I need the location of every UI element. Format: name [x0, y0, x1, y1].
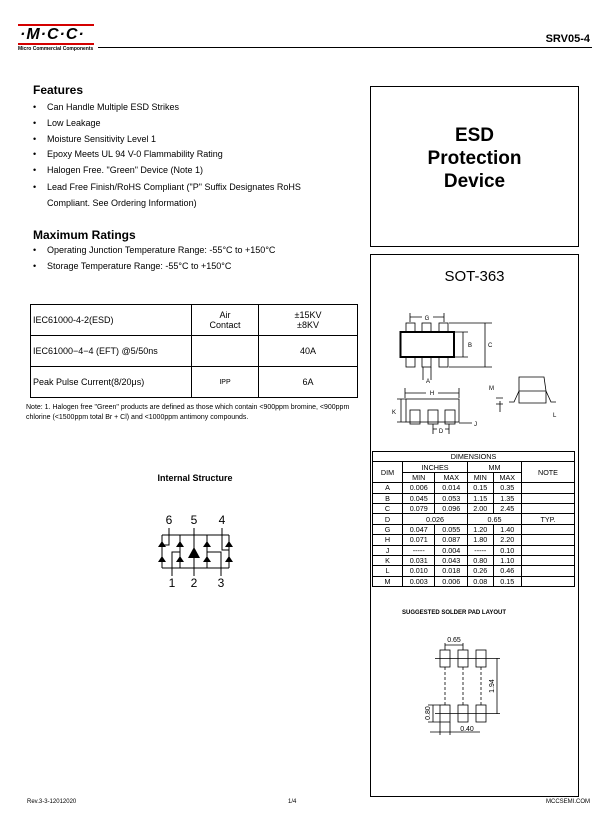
dim-cell: 2.00 [467, 503, 493, 513]
dim-cell: 0.045 [403, 493, 435, 503]
dim-label-g: G [424, 316, 430, 322]
dim-col-min: MIN [403, 472, 435, 482]
rating-parameter: IEC61000−4−4 (EFT) @5/50ns [31, 336, 192, 367]
pad-pitch-label: 0.65 [447, 637, 461, 644]
package-outline-drawing [392, 313, 557, 435]
feature-item: • Epoxy Meets UL 94 V-0 Flammability Rating [33, 147, 343, 163]
product-title-line2: Protection [427, 148, 522, 169]
pin-1: 1 [168, 576, 176, 590]
dim-cell: 0.10 [493, 545, 521, 555]
pin-5: 5 [190, 513, 198, 527]
halogen-note: Note: 1. Halogen free "Green" products are defined as those which contain <900ppm bromine, <900ppm chlorine (<1500ppm total Br + Cl) and <1000ppm antimony compounds. [26, 404, 350, 421]
dim-cell: 1.80 [467, 535, 493, 545]
rating-value: ±15KV ±8KV [259, 305, 358, 336]
max-ratings-heading: Maximum Ratings [33, 228, 136, 242]
dim-cell: ----- [467, 545, 493, 555]
dim-cell: 0.014 [435, 483, 467, 493]
feature-item: • Low Leakage [33, 116, 343, 132]
rating-value: 6A [259, 367, 358, 398]
dim-cell: D [373, 514, 403, 524]
dim-cell: 0.053 [435, 493, 467, 503]
pad-length-label: 0.80 [425, 706, 432, 720]
dim-cell: 0.15 [467, 483, 493, 493]
dim-cell: 0.087 [435, 535, 467, 545]
dim-label-a: A [425, 379, 431, 385]
pin-3: 3 [217, 576, 225, 590]
dim-label-h: H [429, 391, 435, 397]
rating-parameter: IEC61000-4-2(ESD) [31, 305, 192, 336]
dim-cell: 0.006 [403, 483, 435, 493]
dim-cell: 0.079 [403, 503, 435, 513]
dim-cell: L [373, 566, 403, 576]
pin-2: 2 [190, 576, 198, 590]
internal-structure-heading: Internal Structure [157, 473, 233, 483]
rating-condition: IPP [192, 367, 259, 398]
dim-cell: 0.043 [435, 555, 467, 565]
pad-span-label: 1.94 [489, 679, 496, 693]
dim-col-min: MIN [467, 472, 493, 482]
dim-cell: 0.047 [403, 524, 435, 534]
product-title-line1: ESD [454, 125, 495, 146]
dim-cell: A [373, 483, 403, 493]
dim-cell: 0.46 [493, 566, 521, 576]
dim-col-dim: DIM [373, 462, 403, 483]
max-rating-item: • Operating Junction Temperature Range: -55°C to +150°C [33, 243, 353, 259]
dim-col-mm: MM [467, 462, 521, 472]
dim-label-l: L [553, 413, 557, 419]
dim-cell: 1.15 [467, 493, 493, 503]
rating-value: 40A [259, 336, 358, 367]
part-number: SRV05-4 [545, 33, 590, 45]
dim-cell: 1.35 [493, 493, 521, 503]
dim-col-max: MAX [493, 472, 521, 482]
dim-cell: 0.010 [403, 566, 435, 576]
footer-page: 1/4 [288, 799, 297, 805]
dim-label-k: K [392, 410, 397, 416]
features-heading: Features [33, 83, 84, 97]
solder-pad-heading: SUGGESTED SOLDER PAD LAYOUT [402, 610, 507, 616]
dim-cell: 2.45 [493, 503, 521, 513]
dim-cell: G [373, 524, 403, 534]
dim-label-d: D [438, 429, 444, 435]
dim-cell: 1.40 [493, 524, 521, 534]
dim-cell: 0.031 [403, 555, 435, 565]
dim-cell: 1.20 [467, 524, 493, 534]
dim-cell: 0.071 [403, 535, 435, 545]
dim-cell: K [373, 555, 403, 565]
dim-cell: 0.003 [403, 576, 435, 586]
package-name: SOT-363 [444, 268, 505, 285]
footer-website: MCCSEMI.COM [546, 799, 590, 805]
dim-cell: TYP. [522, 514, 575, 524]
dim-cell: 0.004 [435, 545, 467, 555]
dim-label-b: B [468, 343, 473, 349]
pad-width-label: 0.40 [460, 726, 474, 733]
dim-cell: 0.055 [435, 524, 467, 534]
dim-cell: 0.80 [467, 555, 493, 565]
max-rating-item: • Storage Temperature Range: -55°C to +150°C [33, 259, 353, 275]
dim-cell: 0.15 [493, 576, 521, 586]
dim-cell: C [373, 503, 403, 513]
dim-cell: H [373, 535, 403, 545]
dim-col-note: NOTE [522, 462, 575, 483]
internal-structure-diagram [158, 513, 233, 590]
dim-cell: 0.08 [467, 576, 493, 586]
dim-cell: J [373, 545, 403, 555]
dim-label-c: C [488, 343, 493, 349]
feature-item: • Lead Free Finish/RoHS Compliant ("P" Suffix Designates RoHS Compliant. See Ordering Information) [33, 180, 343, 212]
dim-title: DIMENSIONS [373, 452, 575, 462]
product-title-line3: Device [443, 171, 506, 192]
footer-revision: Rev.3-3-12012020 [27, 799, 77, 805]
dim-cell: 0.096 [435, 503, 467, 513]
dim-cell: ----- [403, 545, 435, 555]
dim-label-m: M [489, 386, 494, 392]
dim-cell: 0.35 [493, 483, 521, 493]
dim-cell: 0.26 [467, 566, 493, 576]
pin-4: 4 [218, 513, 226, 527]
dim-cell: B [373, 493, 403, 503]
dim-col-max: MAX [435, 472, 467, 482]
dim-label-j: J [474, 422, 477, 428]
feature-item: • Moisture Sensitivity Level 1 [33, 132, 343, 148]
dim-cell: 0.006 [435, 576, 467, 586]
dim-cell: M [373, 576, 403, 586]
logo-subtitle: Micro Commercial Components [18, 46, 94, 52]
dim-col-inches: INCHES [403, 462, 468, 472]
dim-cell: 0.018 [435, 566, 467, 576]
feature-item: • Halogen Free. "Green" Device (Note 1) [33, 163, 343, 179]
solder-pad-drawing [425, 637, 500, 735]
pin-6: 6 [165, 513, 173, 527]
dim-cell: 1.10 [493, 555, 521, 565]
logo: ·M·C·C· [20, 26, 85, 43]
rating-parameter: Peak Pulse Current(8/20μs) [31, 367, 192, 398]
rating-condition: Air Contact [192, 305, 259, 336]
dim-cell: 2.20 [493, 535, 521, 545]
feature-item: • Can Handle Multiple ESD Strikes [33, 100, 343, 116]
dim-cell: 0.026 [403, 514, 468, 524]
dim-cell: 0.65 [467, 514, 521, 524]
